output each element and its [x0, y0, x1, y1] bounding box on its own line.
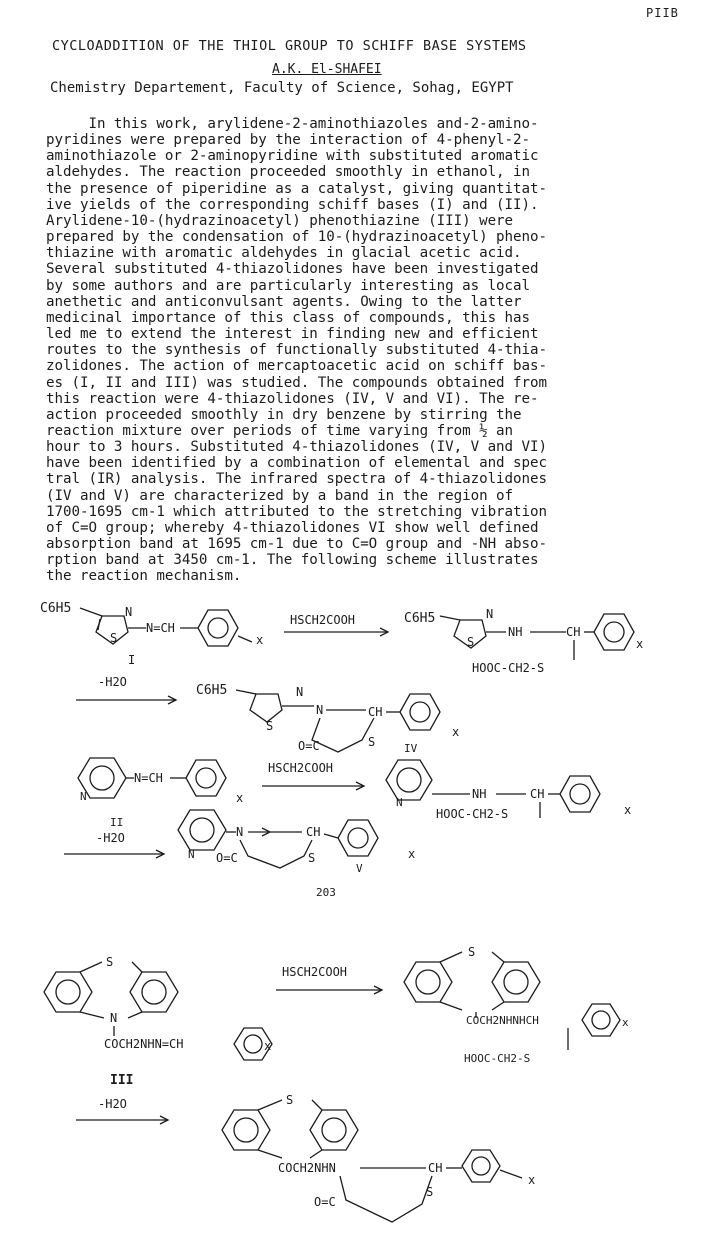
ring-s-label: S — [286, 1093, 294, 1107]
pyridine-n-label: N — [188, 848, 195, 861]
addition-product-2 — [386, 760, 631, 821]
reagent-label: HSCH2COOH — [290, 613, 356, 627]
substituent-x: x — [236, 791, 244, 805]
hooc-label: HOOC-CH2-S — [472, 661, 545, 675]
ring-n-label: N — [296, 685, 304, 699]
ring-s-label: S — [467, 635, 475, 649]
body-line: absorption band at 1695 cm-1 due to C=O group and -NH abso- — [46, 536, 548, 553]
body-line: hour to 3 hours. Substituted 4-thiazolidones (IV, V and VI) — [46, 439, 548, 456]
body-line: by some authors and are particularly interesting as local — [46, 277, 531, 294]
body-line: rption band at 3450 cm-1. The following scheme illustrates — [46, 552, 539, 569]
body-line: routes to the synthesis of functionally substituted 4-thia- — [46, 342, 548, 359]
compound-label-i: I — [128, 653, 136, 667]
pyridine-n-label: N — [80, 790, 87, 803]
ring-s-label: S — [308, 851, 316, 865]
ch-label: CH — [530, 787, 545, 801]
ring-s-label: S — [266, 719, 274, 733]
ch-label: CH — [428, 1161, 443, 1175]
ring-n-label: N — [236, 825, 244, 839]
body-line: Arylidene-10-(hydrazinoacetyl) phenothiazine (III) were — [46, 212, 514, 229]
page-number: 203 — [316, 886, 336, 899]
substituent-x: x — [636, 637, 644, 651]
body-line: have been identified by a combination of elemental and spec — [46, 455, 548, 472]
minus-water-label: -H2O — [98, 675, 127, 689]
substituent-x: x — [452, 725, 460, 739]
ring-s2-label: S — [426, 1185, 434, 1199]
ch-label: CH — [306, 825, 321, 839]
body-line: 1700-1695 cm-1 which attributed to the stretching vibration — [46, 503, 548, 520]
body-line: (IV and V) are characterized by a band in the region of — [46, 487, 514, 504]
ring-s-label: S — [468, 945, 476, 959]
body-line: thiazine with aromatic aldehydes in glacial acetic acid. — [46, 245, 522, 262]
schiff-base-i — [40, 601, 263, 667]
page-code: PIIB — [646, 6, 679, 20]
substituent-x: x — [528, 1173, 536, 1187]
body-line: ive yields of the corresponding schiff bases (I) and (II). — [46, 196, 539, 213]
substituent-x: x — [264, 1039, 272, 1053]
imine-label: N=CH — [134, 771, 163, 785]
body-line: the reaction mechanism. — [46, 568, 242, 585]
compound-label-iv: IV — [404, 742, 418, 755]
body-line: led me to extend the interest in finding new and efficient — [46, 326, 539, 343]
reagent-arrow-1 — [284, 613, 388, 636]
body-line: action proceeded smoothly in dry benzene by stirring the — [46, 406, 522, 423]
addition-product-3 — [404, 945, 629, 1065]
ring-n-label: N — [486, 607, 494, 621]
substituent-x: x — [624, 803, 632, 817]
body-line: this reaction were 4-thiazolidones (IV, V and VI). The re- — [46, 390, 539, 407]
author-name: A.K. El-SHAFEI — [272, 62, 382, 77]
carbonyl-label: O=C — [298, 739, 320, 753]
thiazolidone-product-2 — [178, 810, 415, 875]
cyclization-arrow-3 — [76, 1097, 168, 1124]
body-line: In this work, arylidene-2-aminothiazoles and-2-amino- — [46, 116, 539, 132]
imine-label: N=CH — [146, 621, 175, 635]
substituent-x: x — [622, 1016, 629, 1029]
body-line: aminothiazole or 2-aminopyridine with substituted aromatic — [46, 148, 539, 165]
reagent-arrow-3 — [276, 965, 382, 994]
nh-label: NH — [472, 787, 487, 801]
ring-n2-label: N — [316, 703, 324, 717]
body-line: Several substituted 4-thiazolidones have been investigated — [46, 261, 539, 278]
carbonyl-label: O=C — [216, 851, 238, 865]
ring-s2-label: S — [368, 735, 376, 749]
affiliation: Chemistry Departement, Faculty of Science, Sohag, EGYPT — [50, 80, 514, 96]
ring-s-label: S — [106, 955, 114, 969]
body-line: of C=O group; whereby 4-thiazolidones VI show well defined — [46, 519, 539, 536]
phenyl-label: C6H5 — [404, 611, 436, 626]
substituent-x: x — [408, 847, 416, 861]
pyridine-n-label: N — [396, 796, 403, 809]
carbonyl-label: O=C — [314, 1195, 336, 1209]
body-line: pyridines were prepared by the interaction of 4-phenyl-2- — [46, 132, 531, 149]
body-line: the presence of piperidine as a catalyst, giving quantitat- — [46, 180, 548, 197]
body-line: prepared by the condensation of 10-(hydrazinoacetyl) pheno- — [46, 229, 548, 246]
minus-water-label: -H2O — [98, 1097, 127, 1111]
cyclization-arrow-2 — [64, 816, 164, 858]
phenothiazine-iii — [44, 955, 272, 1088]
cyclization-arrow-1 — [76, 675, 176, 704]
body-line: es (I, II and III) was studied. The compounds obtained from — [46, 374, 548, 391]
minus-water-label: -H2O — [96, 831, 125, 845]
addition-product-1 — [404, 607, 643, 675]
side-chain-label: COCH2NHN=CH — [104, 1037, 184, 1051]
body-line: zolidones. The action of mercaptoacetic acid on schiff bas- — [46, 358, 548, 375]
body-line: aldehydes. The reaction proceeded smoothly in ethanol, in — [46, 164, 531, 181]
ch-label: CH — [566, 625, 581, 639]
reagent-label: HSCH2COOH — [268, 761, 334, 775]
body-line: medicinal importance of this class of compounds, this has — [46, 309, 531, 326]
hooc-label: HOOC-CH2-S — [464, 1052, 531, 1065]
ring-n-label: N — [110, 1011, 118, 1025]
phenyl-label: C6H5 — [196, 683, 228, 698]
thiazolidone-product-3 — [222, 1093, 535, 1222]
compound-label-ii: II — [110, 816, 124, 829]
compound-label-iii: III — [110, 1073, 134, 1088]
thiazolidone-product-1 — [196, 683, 459, 753]
body-line: reaction mixture over periods of time varying from ½ an — [46, 422, 514, 439]
paper-title: CYCLOADDITION OF THE THIOL GROUP TO SCHIFF BASE SYSTEMS — [52, 38, 527, 54]
compound-label-v: V — [356, 862, 363, 875]
schiff-base-ii — [78, 758, 243, 805]
ring-s-label: S — [110, 631, 118, 645]
ch-label: CH — [368, 705, 383, 719]
side-chain-label: COCH2NHN — [278, 1161, 336, 1175]
substituent-x: x — [256, 633, 264, 647]
reagent-label: HSCH2COOH — [282, 965, 348, 979]
ring-n-label: N — [125, 605, 133, 619]
body-line: tral (IR) analysis. The infrared spectra of 4-thiazolidones — [46, 471, 548, 488]
nh-label: NH — [508, 625, 523, 639]
hooc-label: HOOC-CH2-S — [436, 807, 509, 821]
body-line: anethetic and anticonvulsant agents. Owing to the latter — [46, 293, 522, 310]
side-chain-label: COCH2NHNHCH — [466, 1014, 539, 1027]
phenyl-label: C6H5 — [40, 601, 72, 616]
